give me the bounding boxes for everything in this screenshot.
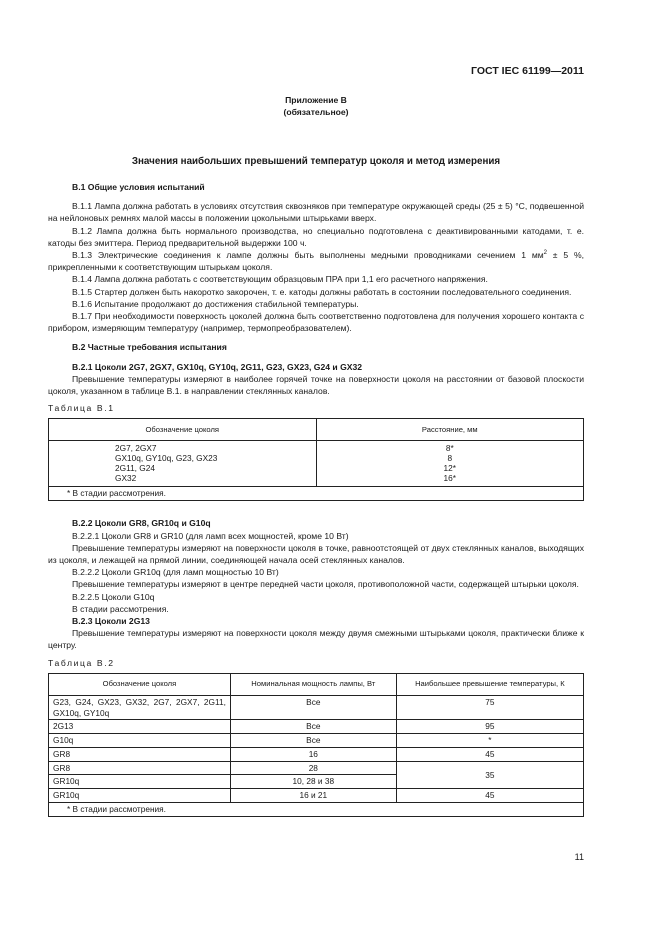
section-b1-heading: В.1 Общие условия испытаний bbox=[72, 182, 205, 192]
paragraph-b1-3 bbox=[48, 249, 584, 273]
table-b1 bbox=[48, 418, 584, 501]
distance-cell bbox=[316, 441, 584, 486]
temperature-cell: 45 bbox=[396, 747, 583, 761]
table-header-cell: Обозначение цоколя bbox=[49, 673, 231, 695]
paragraph-b22-1: В.2.2.1 Цоколи GR8 и GR10 (для ламп всех мощностей, кроме 10 Вт) bbox=[72, 530, 349, 541]
appendix-title: Приложение В bbox=[285, 95, 347, 105]
table-note-row bbox=[49, 486, 584, 501]
base-designation-cell bbox=[49, 441, 317, 486]
table-note: * В стадии рассмотрения. bbox=[49, 486, 584, 501]
section-b21-heading: В.2.1 Цоколи 2G7, 2GX7, GX10q, GY10q, 2G11, G23, GX23, G24 и GX32 bbox=[72, 361, 363, 372]
paragraph-b22-5: В.2.2.5 Цоколи G10q bbox=[72, 591, 155, 602]
paragraph-b21: Превышение температуры измеряют в наиболее горячей точке на поверхности цоколя на расстоянии от базовой плоскости цоколя, указанном в таблице В.1. в направлении стеклянных каналов. bbox=[48, 373, 584, 397]
paragraph-b1-1: В.1.1 Лампа должна работать в условиях отсутствия сквозняков при температуре окружающей среды (25 ± 5) °С, подвешенной на нейлоновых ремнях малой массы в положении цокольными штырьками вверх. bbox=[48, 201, 584, 224]
appendix-heading bbox=[48, 94, 584, 119]
temperature-cell: 75 bbox=[396, 695, 583, 720]
distance-value: 12* bbox=[443, 463, 456, 474]
base-designation: 2G7, 2GX7 bbox=[115, 443, 157, 454]
table-row bbox=[49, 747, 584, 761]
table-header-cell: Номинальная мощность лампы, Вт bbox=[230, 673, 396, 695]
base-designation: 2G11, G24 bbox=[115, 463, 155, 474]
base-designation-cell: G10q bbox=[49, 734, 231, 748]
table-note: * В стадии рассмотрения. bbox=[49, 803, 584, 817]
document-code: ГОСТ IEC 61199—2011 bbox=[471, 65, 584, 77]
table-header-cell: Наибольшее превышение температуры, К bbox=[396, 673, 583, 695]
base-designation-cell: 2G13 bbox=[49, 720, 231, 734]
section-b22-heading: В.2.2 Цоколи GR8, GR10q и G10q bbox=[72, 518, 211, 529]
table-row bbox=[49, 720, 584, 734]
section-b2-heading: В.2 Частные требования испытания bbox=[72, 342, 227, 353]
table-row bbox=[49, 441, 584, 486]
distance-value: 16* bbox=[443, 472, 456, 483]
paragraph-b1-4: В.1.4 Лампа должна работать с соответствующим образцовым ПРА при 1,1 его расчетного напряжения. bbox=[72, 274, 488, 285]
table-row bbox=[49, 789, 584, 803]
paragraph-b1-3-tail: ± 5 %, прикрепленными к соответствующим штырькам цоколя. bbox=[48, 250, 584, 273]
table-row bbox=[49, 695, 584, 720]
base-designation: GX32 bbox=[115, 472, 137, 483]
paragraph-b22-2-text: Превышение температуры измеряют в центре передней части цоколя, противоположной части, содержащей штырьки цоколя. bbox=[72, 579, 579, 590]
paragraph-b1-7: В.1.7 При необходимости поверхность цоколей должна быть соответственно подготовлена для получения хорошего контакта с прибором, измеряющим температуру (например, термопреобразователем). bbox=[48, 311, 584, 334]
power-cell: 28 bbox=[230, 761, 396, 775]
paragraph-b22-5-text: В стадии рассмотрения. bbox=[72, 603, 169, 614]
power-cell: Все bbox=[230, 734, 396, 748]
base-designation: GX10q, GY10q, G23, GX23 bbox=[115, 453, 218, 464]
base-designation-cell: G23, G24, GX23, GX32, 2G7, 2GX7, 2G11, GX10q, GY10q bbox=[49, 695, 231, 720]
power-cell: Все bbox=[230, 695, 396, 720]
table-row bbox=[49, 734, 584, 748]
base-designation-cell: GR10q bbox=[49, 775, 231, 789]
power-cell: 10, 28 и 38 bbox=[230, 775, 396, 789]
table-header-cell: Расстояние, мм bbox=[316, 419, 584, 441]
main-title: Значения наибольших превышений температур цоколя и метод измерения bbox=[131, 156, 501, 167]
paragraph-b22-2: В.2.2.2 Цоколи GR10q (для ламп мощностью 10 Вт) bbox=[72, 567, 279, 578]
table-row bbox=[49, 761, 584, 775]
superscript-2: 2 bbox=[543, 250, 547, 257]
paragraph-b1-5: В.1.5 Стартер должен быть накоротко закорочен, т. е. катоды должны работать в состоянии последовательного соединения. bbox=[72, 286, 572, 297]
power-cell: Все bbox=[230, 720, 396, 734]
power-cell: 16 и 21 bbox=[230, 789, 396, 803]
table-header-cell: Обозначение цоколя bbox=[49, 419, 317, 441]
table2-caption: Таблица В.2 bbox=[48, 657, 115, 668]
appendix-status: (обязательное) bbox=[283, 107, 349, 118]
paragraph-b23: Превышение температуры измеряют на поверхности цоколя между двумя смежными штырьками цоколя, практически ближе к центру. bbox=[48, 628, 584, 651]
paragraph-b22-1-text: Превышение температуры измеряют на поверхности цоколя в точке, равноотстоящей от двух стеклянных каналов, выходящих из цоколя, и лежащей на прямой линии, соединяющей начала осей стеклянных каналов. bbox=[48, 542, 584, 565]
distance-value: 8 bbox=[447, 453, 453, 464]
table1-caption: Таблица В.1 bbox=[48, 403, 115, 414]
page-number: 11 bbox=[574, 852, 584, 862]
base-designation-cell: GR8 bbox=[49, 747, 231, 761]
paragraph-b1-6: В.1.6 Испытание продолжают до достижения стабильной температуры. bbox=[72, 298, 359, 309]
table-note-row bbox=[49, 803, 584, 817]
temperature-cell: 95 bbox=[396, 720, 583, 734]
paragraph-b1-3-main: В.1.3 Электрические соединения к лампе должны быть выполнены медными проводниками сечением 1 мм bbox=[72, 250, 544, 261]
temperature-cell: * bbox=[396, 734, 583, 748]
base-designation-cell: GR8 bbox=[49, 761, 231, 775]
table-header-row bbox=[49, 673, 584, 695]
base-designation-cell: GR10q bbox=[49, 789, 231, 803]
temperature-cell: 35 bbox=[396, 761, 583, 789]
temperature-cell: 45 bbox=[396, 789, 583, 803]
power-cell: 16 bbox=[230, 747, 396, 761]
document-body bbox=[48, 181, 584, 817]
distance-value: 8* bbox=[445, 443, 454, 454]
paragraph-b1-2: В.1.2 Лампа должна быть нормального производства, но специально подготовлена с деактивированными катодами, т. е. катоды без эмиттера. Период предварительной выдержки 100 ч. bbox=[48, 225, 584, 248]
table-header-row bbox=[49, 419, 584, 441]
section-b23-heading: В.2.3 Цоколи 2G13 bbox=[72, 615, 150, 626]
table-b2 bbox=[48, 673, 584, 817]
